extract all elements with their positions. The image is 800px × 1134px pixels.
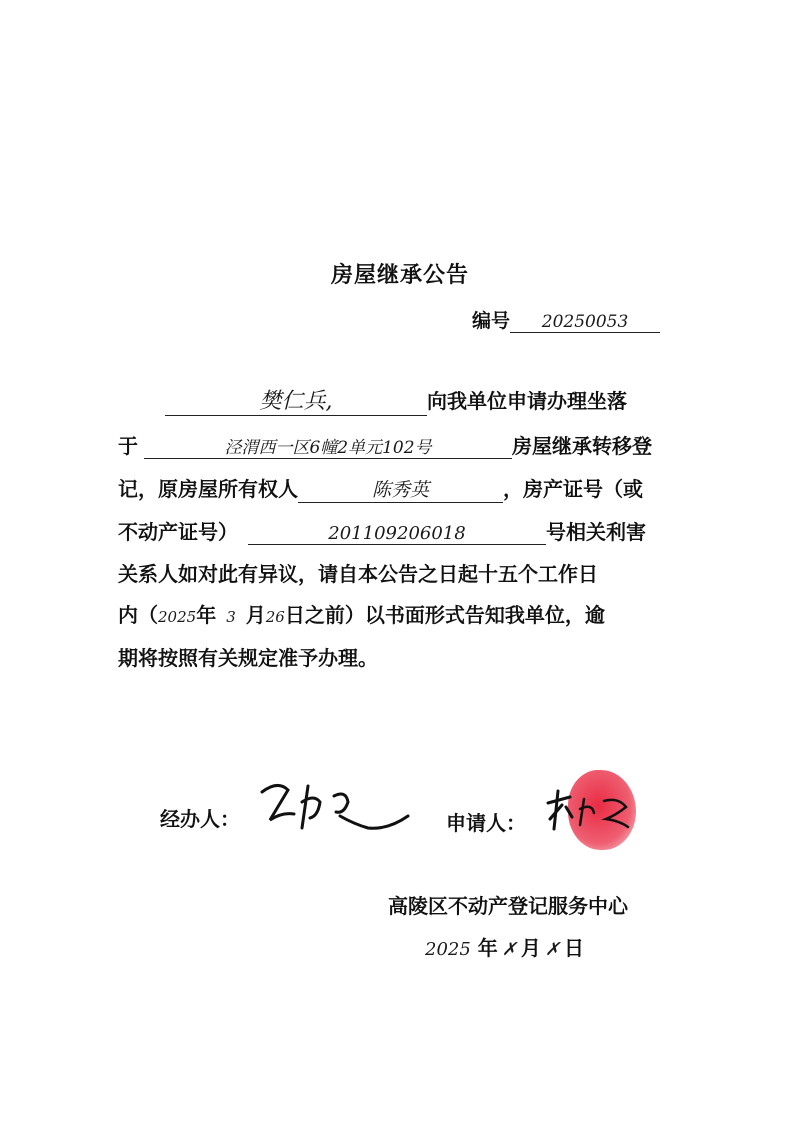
- body-line-2: [118, 430, 652, 459]
- body-text-9: 内（: [118, 603, 158, 627]
- body-text-1: 向我单位申请办理坐落: [427, 389, 627, 413]
- certificate-number: 201109206018: [248, 523, 546, 545]
- deadline-day: 26: [265, 608, 285, 626]
- body-line-6: [118, 599, 605, 628]
- body-text-10: 年: [196, 603, 217, 627]
- body-text-2: 于: [118, 434, 138, 458]
- body-text-4: 记，原房屋所有权人: [118, 477, 298, 501]
- body-line-3: [118, 473, 643, 503]
- body-text-3: 房屋继承转移登: [512, 434, 652, 458]
- body-text-5: ，房产证号（或: [503, 477, 643, 501]
- number-label: 编号: [472, 310, 511, 332]
- body-text-12: 日之前）以书面形式告知我单位，逾: [284, 603, 605, 627]
- day-label: 日: [563, 936, 584, 960]
- document-number: [472, 306, 660, 333]
- issuing-organization: 高陵区不动产登记服务中心: [388, 894, 628, 918]
- applicant-name: 樊仁兵,: [165, 384, 427, 416]
- month-label: 月: [520, 936, 541, 960]
- issue-date: [425, 932, 584, 961]
- body-line-4: [118, 516, 646, 545]
- body-line-1: [165, 384, 627, 416]
- issue-year: 2025: [425, 939, 471, 960]
- body-line-5: [118, 558, 598, 587]
- body-text-13: 期将按照有关规定准予办理。: [118, 646, 378, 670]
- year-label: 年: [477, 936, 498, 960]
- original-owner: 陈秀英: [298, 475, 503, 503]
- issue-day-handwritten: ✗: [544, 939, 560, 960]
- handler-signature-icon: [248, 772, 418, 852]
- body-line-7: [118, 642, 378, 671]
- applicant-label: 申请人：: [446, 811, 526, 835]
- deadline-year: 2025: [158, 608, 197, 626]
- page-title: 房屋继承公告: [330, 263, 469, 288]
- applicant-signature-icon: [540, 785, 640, 845]
- body-text-6: 不动产证号）: [118, 520, 238, 544]
- handler-label: 经办人：: [160, 807, 240, 831]
- number-value: 20250053: [510, 312, 660, 333]
- body-text-7: 号相关利害: [546, 520, 646, 544]
- body-text-8: 关系人如对此有异议，请自本公告之日起十五个工作日: [118, 562, 598, 586]
- deadline-month: 3: [226, 608, 236, 626]
- issue-month-handwritten: ✗: [501, 939, 517, 960]
- body-text-11: 月: [245, 603, 266, 627]
- property-address: 泾渭西一区6幢2单元102号: [144, 433, 512, 459]
